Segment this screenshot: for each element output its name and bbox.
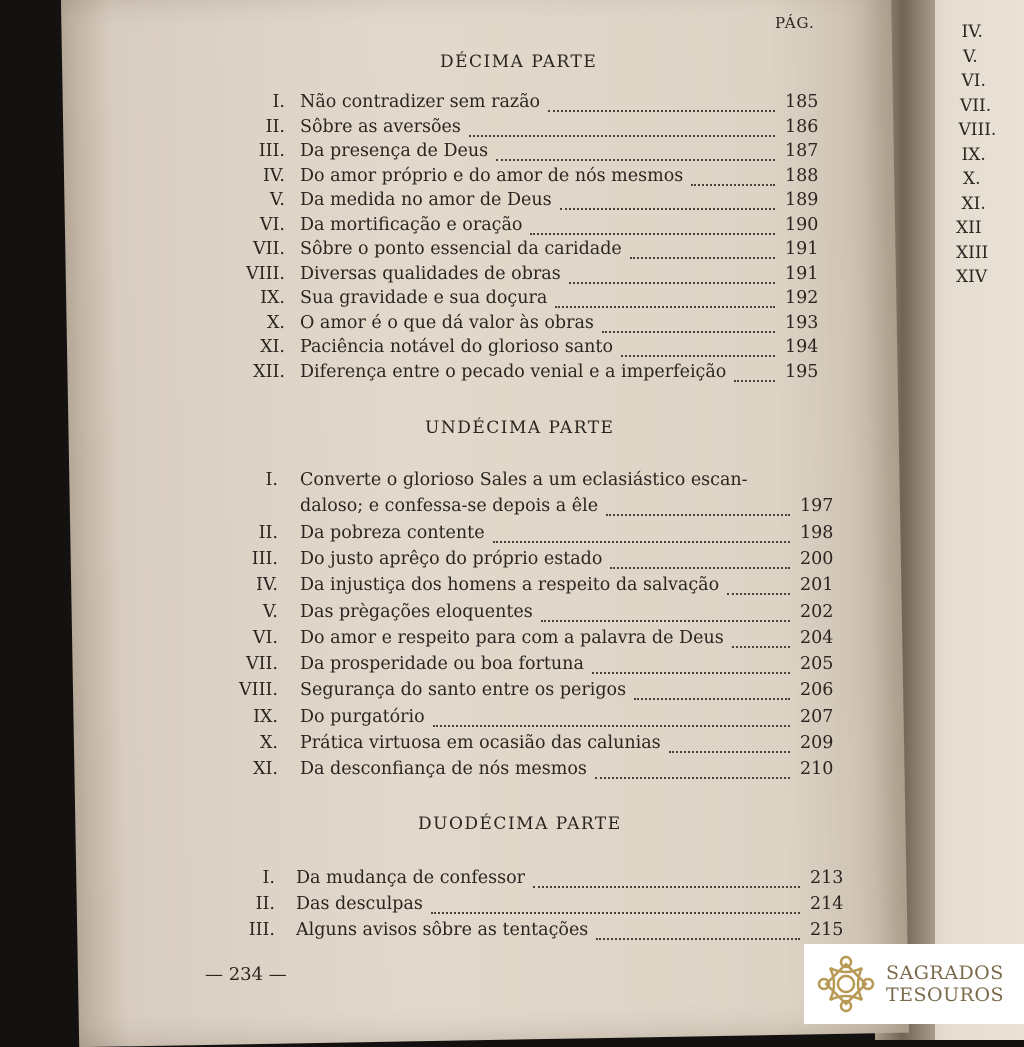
entry-numeral: VI. bbox=[252, 627, 278, 648]
watermark-line-2: TESOUROS bbox=[886, 984, 1005, 1006]
watermark-logo bbox=[804, 944, 1024, 1024]
dot-leader bbox=[734, 378, 775, 382]
entry-page-number: 187 bbox=[785, 141, 819, 161]
entry-page-number: 215 bbox=[810, 920, 844, 940]
facing-page-numeral: V. bbox=[963, 46, 978, 67]
entry-numeral: VII. bbox=[245, 654, 278, 675]
entry-numeral: IX. bbox=[260, 288, 285, 308]
entry-numeral: II. bbox=[255, 894, 275, 914]
dot-leader bbox=[606, 512, 790, 516]
toc-entry bbox=[0, 707, 1024, 733]
dot-leader bbox=[560, 206, 775, 210]
entry-title: Da prosperidade ou boa fortuna bbox=[300, 654, 584, 675]
section-title: DUODÉCIMA PARTE bbox=[418, 814, 622, 834]
entry-title: Da pobreza contente bbox=[300, 522, 485, 543]
entry-page-number: 193 bbox=[785, 312, 819, 333]
entry-title: Da injustiça dos homens a respeito da salvação bbox=[300, 575, 720, 596]
dot-leader bbox=[669, 749, 790, 753]
facing-page-numeral: XII bbox=[956, 218, 982, 238]
entry-numeral: III. bbox=[258, 141, 285, 161]
ornament-icon bbox=[816, 954, 876, 1014]
toc-entry bbox=[0, 628, 1024, 654]
entry-page-number: 186 bbox=[785, 116, 819, 137]
facing-page-numeral: VIII. bbox=[958, 120, 997, 140]
toc-entry bbox=[0, 654, 1024, 680]
entry-page-number: 209 bbox=[800, 733, 834, 753]
entry-numeral: II. bbox=[258, 522, 278, 543]
entry-numeral: III. bbox=[248, 920, 275, 940]
entry-title: Do amor e respeito para com a palavra de Deus bbox=[300, 627, 724, 648]
dot-leader bbox=[602, 329, 775, 333]
dot-leader bbox=[634, 696, 790, 700]
facing-page-numeral: IV. bbox=[961, 22, 983, 42]
entry-title: Sôbre o ponto essencial da caridade bbox=[300, 239, 622, 259]
entry-numeral: XI. bbox=[253, 759, 278, 780]
dot-leader bbox=[541, 618, 790, 622]
entry-page-number: 205 bbox=[800, 654, 834, 675]
entry-numeral: IV. bbox=[255, 575, 278, 596]
toc-entry bbox=[0, 190, 1024, 216]
entry-numeral: VIII. bbox=[246, 263, 285, 284]
entry-numeral: III. bbox=[251, 548, 278, 569]
entry-title: Do amor próprio e do amor de nós mesmos bbox=[300, 165, 684, 186]
dot-leader bbox=[595, 775, 790, 779]
toc-entry bbox=[0, 362, 1024, 388]
entry-title: Converte o glorioso Sales a um eclasiástico escan- bbox=[300, 470, 748, 490]
toc-entry bbox=[0, 894, 1024, 920]
entry-numeral: V. bbox=[262, 601, 278, 622]
entry-page-number: 194 bbox=[785, 337, 819, 357]
facing-page-numeral: XIV bbox=[956, 267, 988, 287]
dot-leader bbox=[596, 936, 800, 940]
dot-leader bbox=[496, 157, 775, 161]
entry-title: Do purgatório bbox=[300, 706, 425, 727]
entry-page-number: 201 bbox=[800, 575, 834, 596]
toc-entry bbox=[0, 166, 1024, 192]
entry-title-continuation: daloso; e confessa-se depois a êle bbox=[300, 496, 599, 517]
dot-leader bbox=[433, 723, 790, 727]
entry-page-number: 190 bbox=[785, 214, 819, 235]
dot-leader bbox=[727, 591, 790, 595]
entry-page-number: 213 bbox=[810, 868, 844, 888]
section-title: DÉCIMA PARTE bbox=[440, 52, 598, 72]
entry-page-number: 188 bbox=[785, 165, 819, 186]
entry-page-number: 191 bbox=[785, 263, 819, 284]
toc-entry bbox=[0, 215, 1024, 241]
toc-entry bbox=[0, 920, 1024, 946]
toc-entry bbox=[0, 680, 1024, 706]
toc-entry bbox=[0, 868, 1024, 894]
entry-title: Do justo aprêço do próprio estado bbox=[300, 548, 603, 569]
entry-title: Da mudança de confessor bbox=[296, 868, 526, 888]
entry-numeral: I. bbox=[265, 470, 278, 490]
entry-numeral: IX. bbox=[253, 706, 278, 727]
entry-title: Sua gravidade e sua doçura bbox=[300, 288, 548, 308]
toc-entry bbox=[0, 523, 1024, 549]
toc-entry bbox=[0, 239, 1024, 265]
entry-numeral: I. bbox=[262, 868, 275, 888]
dot-leader bbox=[469, 133, 775, 137]
dot-leader bbox=[621, 353, 775, 357]
entry-page-number: 214 bbox=[810, 894, 844, 914]
entry-title: Diversas qualidades de obras bbox=[300, 263, 561, 284]
dot-leader bbox=[592, 670, 790, 674]
toc-entry-continuation bbox=[0, 496, 1024, 522]
entry-title: Sôbre as aversões bbox=[300, 116, 461, 137]
toc-entry bbox=[0, 575, 1024, 601]
toc-entry bbox=[0, 141, 1024, 167]
toc-entry bbox=[0, 549, 1024, 575]
entry-page-number: 210 bbox=[800, 759, 834, 780]
toc-entry bbox=[0, 264, 1024, 290]
facing-page-numeral: VI. bbox=[961, 71, 986, 91]
toc-entry bbox=[0, 313, 1024, 339]
entry-page-number: 204 bbox=[800, 627, 834, 648]
entry-title: Alguns avisos sôbre as tentações bbox=[296, 920, 589, 940]
dot-leader bbox=[691, 182, 775, 186]
entry-title: Segurança do santo entre os perigos bbox=[300, 680, 627, 701]
entry-title: O amor é o que dá valor às obras bbox=[300, 312, 594, 333]
dot-leader bbox=[610, 565, 790, 569]
facing-page-numeral: XI. bbox=[961, 193, 986, 214]
entry-title: Prática virtuosa em ocasião das calunias bbox=[300, 733, 661, 753]
entry-numeral: XI. bbox=[260, 337, 285, 357]
entry-page-number: 185 bbox=[785, 92, 819, 112]
entry-title: Da mortificação e oração bbox=[300, 214, 523, 235]
entry-numeral: VII. bbox=[252, 239, 285, 259]
dot-leader bbox=[493, 539, 790, 543]
dot-leader bbox=[533, 884, 800, 888]
dot-leader bbox=[555, 304, 775, 308]
section-title: UNDÉCIMA PARTE bbox=[425, 418, 615, 438]
facing-page-numeral: X. bbox=[963, 169, 981, 189]
facing-page-numeral: XIII bbox=[956, 242, 989, 263]
entry-page-number: 207 bbox=[800, 706, 834, 727]
toc-entry bbox=[0, 759, 1024, 785]
toc-entry bbox=[0, 470, 1024, 496]
facing-page-numeral: IX. bbox=[961, 144, 986, 165]
entry-page-number: 195 bbox=[785, 361, 819, 382]
dot-leader bbox=[630, 255, 775, 259]
entry-title: Da medida no amor de Deus bbox=[300, 190, 552, 210]
toc-entry bbox=[0, 92, 1024, 118]
entry-numeral: VI. bbox=[259, 214, 285, 235]
toc-entry bbox=[0, 288, 1024, 314]
entry-title: Não contradizer sem razão bbox=[300, 92, 541, 112]
entry-numeral: VIII. bbox=[239, 680, 278, 701]
page-column-label: PÁG. bbox=[775, 14, 815, 32]
dot-leader bbox=[431, 910, 800, 914]
toc-entry bbox=[0, 602, 1024, 628]
watermark-text bbox=[886, 962, 1004, 1006]
entry-numeral: V. bbox=[269, 190, 285, 210]
toc-entry bbox=[0, 337, 1024, 363]
entry-page-number: 189 bbox=[785, 190, 819, 210]
dot-leader bbox=[548, 108, 775, 112]
entry-numeral: IV. bbox=[262, 165, 285, 186]
dot-leader bbox=[569, 280, 775, 284]
entry-page-number: 198 bbox=[800, 522, 834, 543]
entry-title: Da desconfiança de nós mesmos bbox=[300, 759, 587, 780]
entry-page-number: 191 bbox=[785, 239, 819, 259]
entry-numeral: II. bbox=[265, 116, 285, 137]
dot-leader bbox=[530, 231, 775, 235]
entry-numeral: X. bbox=[266, 312, 285, 333]
toc-entry bbox=[0, 733, 1024, 759]
entry-page-number: 202 bbox=[800, 601, 834, 622]
entry-title: Da presença de Deus bbox=[300, 141, 489, 161]
entry-page-number: 197 bbox=[800, 496, 834, 517]
page-folio: — 234 — bbox=[205, 964, 287, 985]
facing-page-numeral: VII. bbox=[960, 95, 992, 116]
entry-page-number: 192 bbox=[785, 288, 819, 308]
watermark-line-1: SAGRADOS bbox=[886, 962, 1004, 984]
entry-title: Das prègações eloquentes bbox=[300, 601, 533, 622]
entry-title: Diferença entre o pecado venial e a imperfeição bbox=[300, 361, 727, 382]
entry-numeral: XII. bbox=[253, 361, 285, 382]
toc-entry bbox=[0, 117, 1024, 143]
entry-title: Das desculpas bbox=[296, 894, 423, 914]
entry-title: Paciência notável do glorioso santo bbox=[300, 337, 613, 357]
dot-leader bbox=[732, 644, 790, 648]
entry-numeral: X. bbox=[259, 733, 278, 753]
entry-numeral: I. bbox=[272, 92, 285, 112]
entry-page-number: 200 bbox=[800, 548, 834, 569]
entry-page-number: 206 bbox=[800, 680, 834, 701]
